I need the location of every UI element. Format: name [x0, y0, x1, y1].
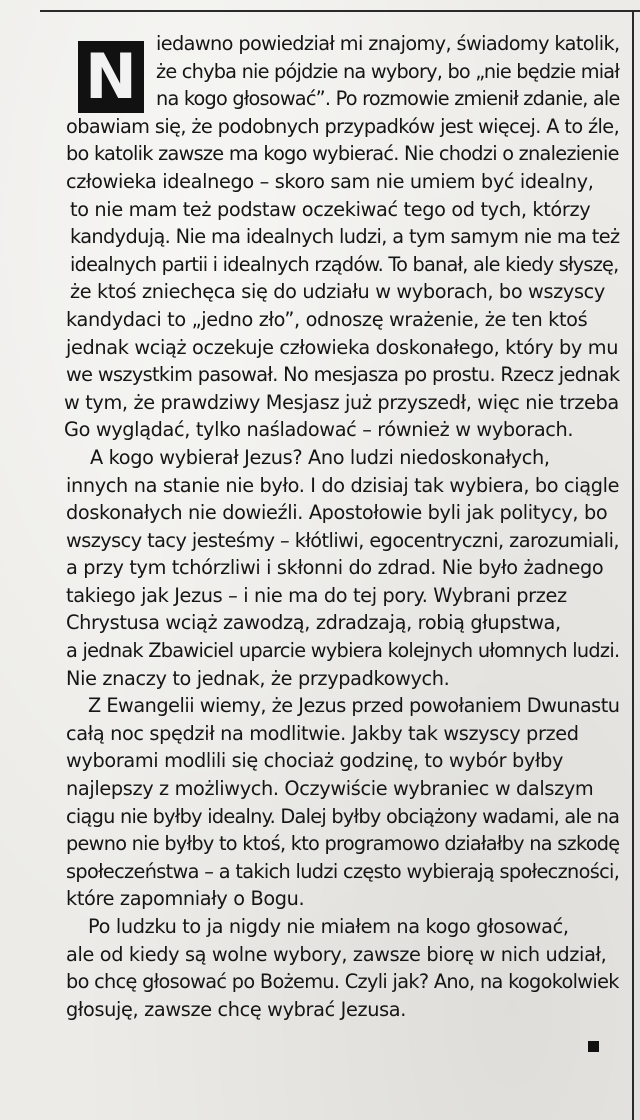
end-of-article-square [588, 1041, 599, 1052]
article-column [62, 30, 622, 1023]
text-line: człowieka idealnego – skoro sam nie umiem być idealny, [66, 169, 594, 193]
text-line: to nie mam też podstaw oczekiwać tego od tych, którzy [70, 197, 591, 221]
text-line: najlepszy z możliwych. Oczywiście wybraniec w dalszym [66, 777, 594, 801]
text-line: w tym, że prawdziwy Mesjasz już przyszedł, więc nie trzeba [64, 390, 619, 414]
text-line: Z Ewangelii wiemy, że Jezus przed powołaniem Dwunastu [88, 694, 620, 718]
text-line: wyborami modlili się chociaż godzinę, to wybór byłby [66, 749, 564, 773]
column-rule [632, 12, 634, 1120]
text-line: społeczeństwa – a takich ludzi często wybierają społeczności, [66, 859, 620, 883]
text-line: Chrystusa wciąż zawodzą, zdradzają, robią głupstwa, [66, 611, 561, 635]
text-line: pewno nie byłby to ktoś, kto programowo działałby na szkodę [66, 832, 620, 856]
text-line: doskonałych nie dowieźli. Apostołowie byli jak politycy, bo [66, 501, 608, 525]
text-line: ciągu nie byłby idealny. Dalej byłby obciążony wadami, ale na [66, 804, 620, 828]
text-line: a przy tym tchórzliwi i skłonni do zdrad. Nie było żadnego [66, 556, 604, 580]
text-line: idealnych partii i idealnych rządów. To banał, ale kiedy słyszę, [70, 252, 619, 276]
text-line: Go wyglądać, tylko naśladować – również w wyborach. [64, 418, 574, 442]
text-line: obawiam się, że podobnych przypadków jest więcej. A to źle, [66, 114, 620, 138]
text-line: że ktoś zniechęca się do udziału w wyborach, bo wszyscy [70, 280, 605, 304]
text-line: iedawno powiedział mi znajomy, świadomy katolik, [156, 32, 620, 55]
text-line: innych na stanie nie było. I do dzisiaj tak wybiera, bo ciągle [66, 473, 620, 497]
text-line: na kogo głosować”. Po rozmowie zmienił zdanie, ale [156, 87, 620, 111]
drop-cap: N [78, 41, 144, 113]
text-line: A kogo wybierał Jezus? Ano ludzi niedoskonałych, [90, 445, 550, 469]
text-line: głosuję, zawsze chcę wybrać Jezusa. [66, 997, 407, 1021]
text-line: które zapomniały o Bogu. [66, 887, 305, 911]
text-line: Po ludzku to ja nigdy nie miałem na kogo głosować, [88, 915, 569, 938]
text-line: że chyba nie pójdzie na wybory, bo „nie będzie miał [156, 59, 620, 83]
text-line: ale od kiedy są wolne wybory, zawsze biorę w nich udział, [66, 942, 607, 966]
text-line: wszyscy tacy jesteśmy – kłótliwi, egocentryczni, zarozumiali, [66, 528, 619, 552]
top-rule [40, 10, 640, 12]
text-line: bo katolik zawsze ma kogo wybierać. Nie chodzi o znalezienie [66, 142, 619, 166]
text-line: kandydaci to „jedno zło”, odnoszę wrażenie, że ten ktoś [66, 307, 588, 331]
text-line: takiego jak Jezus – i nie ma do tej pory. Wybrani przez [66, 583, 567, 607]
text-line: a jednak Zbawiciel uparcie wybiera kolejnych ułomnych ludzi. [66, 639, 620, 663]
text-line: Nie znaczy to jednak, że przypadkowych. [66, 666, 450, 690]
text-line: bo chcę głosować po Bożemu. Czyli jak? Ano, na kogokolwiek [66, 970, 619, 994]
text-line: całą noc spędził na modlitwie. Jakby tak wszyscy przed [66, 721, 579, 745]
text-line: kandydują. Nie ma idealnych ludzi, a tym samym nie ma też [70, 225, 620, 249]
text-line: we wszystkim pasował. No mesjasza po prostu. Rzecz jednak [66, 363, 620, 387]
text-line: jednak wciąż oczekuje człowieka doskonałego, który by mu [66, 335, 619, 359]
